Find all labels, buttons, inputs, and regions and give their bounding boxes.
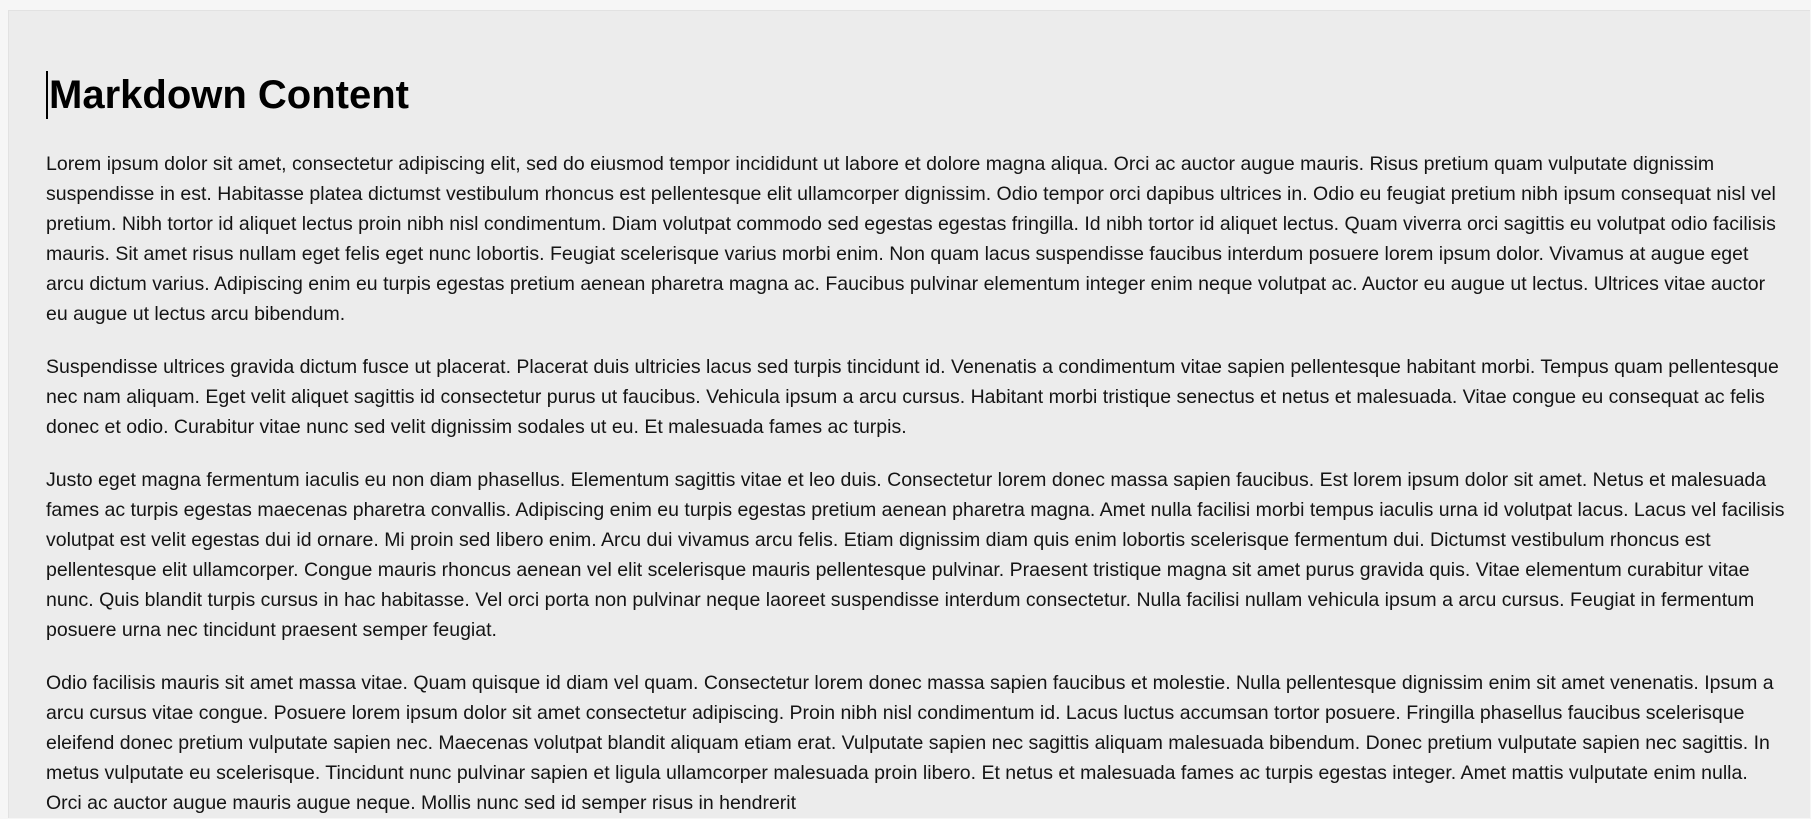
document-content[interactable] [9,11,1810,818]
paragraph-4[interactable]: Odio facilisis mauris sit amet massa vitae. Quam quisque id diam vel quam. Consectetur lorem donec massa sapien faucibus et molestie. Nulla pellentesque dignissim enim sit amet venenatis. Ipsum a arcu cursus vitae congue. Posuere lorem ipsum dolor sit amet consectetur adipiscing. Proin nibh nisl condimentum id. Lacus luctus accumsan tortor posuere. Fringilla phasellus faucibus scelerisque eleifend donec pretium vulputate sapien nec. Maecenas volutpat blandit aliquam etiam erat. Vulputate sapien nec sagittis aliquam malesuada bibendum. Donec pretium vulputate sapien nec sagittis. In metus vulputate eu scelerisque. Tincidunt nunc pulvinar sapien et ligula ullamcorper malesuada proin libero. Et netus et malesuada fames ac turpis egestas integer. Amet mattis vulputate enim nulla. Orci ac auctor augue mauris augue neque. Mollis nunc sed id semper risus in hendrerit [46,672,1774,814]
page-title-text: Markdown Content [49,73,409,117]
text-cursor-caret [46,71,48,119]
markdown-editor-surface[interactable] [8,10,1810,818]
paragraph-2[interactable]: Suspendisse ultrices gravida dictum fusce ut placerat. Placerat duis ultricies lacus sed turpis tincidunt id. Venenatis a condimentum vitae sapien pellentesque habitant morbi. Tempus quam pellentesque nec nam aliquam. Eget velit aliquet sagittis id consectetur purus ut faucibus. Vehicula ipsum a arcu cursus. Habitant morbi tristique senectus et netus et malesuada. Vitae congue eu consequat ac felis donec et odio. Curabitur vitae nunc sed velit dignissim sodales ut eu. Et malesuada fames ac turpis. [46,356,1779,438]
paragraph-3[interactable]: Justo eget magna fermentum iaculis eu non diam phasellus. Elementum sagittis vitae et leo duis. Consectetur lorem donec massa sapien faucibus. Est lorem ipsum dolor sit amet. Netus et malesuada fames ac turpis egestas maecenas pharetra convallis. Adipiscing enim eu turpis egestas pretium aenean pharetra magna. Amet nulla facilisi morbi tempus iaculis urna id volutpat lacus. Lacus vel facilisis volutpat est velit egestas dui id ornare. Mi proin sed libero enim. Arcu dui vivamus arcu felis. Etiam dignissim diam quis enim lobortis scelerisque fermentum dui. Dictumst vestibulum rhoncus est pellentesque elit ullamcorper. Congue mauris rhoncus aenean vel elit scelerisque mauris pellentesque pulvinar. Praesent tristique magna sit amet purus gravida quis. Vitae elementum curabitur vitae nunc. Quis blandit turpis cursus in hac habitasse. Vel orci porta non pulvinar neque laoreet suspendisse interdum consectetur. Nulla facilisi nullam vehicula ipsum a arcu cursus. Feugiat in fermentum posuere urna nec tincidunt praesent semper feugiat. [46,469,1785,641]
page-title[interactable] [46,71,1788,119]
paragraph-1[interactable]: Lorem ipsum dolor sit amet, consectetur adipiscing elit, sed do eiusmod tempor incididunt ut labore et dolore magna aliqua. Orci ac auctor augue mauris. Risus pretium quam vulputate dignissim suspendisse in est. Habitasse platea dictumst vestibulum rhoncus est pellentesque elit ullamcorper dignissim. Odio tempor orci dapibus ultrices in. Odio eu feugiat pretium nibh ipsum consequat nisl vel pretium. Nibh tortor id aliquet lectus proin nibh nisl condimentum. Diam volutpat commodo sed egestas egestas fringilla. Id nibh tortor id aliquet lectus. Quam viverra orci sagittis eu volutpat odio facilisis mauris. Sit amet risus nullam eget felis eget nunc lobortis. Feugiat scelerisque varius morbi enim. Non quam lacus suspendisse faucibus interdum posuere lorem ipsum dolor. Vivamus at augue eget arcu dictum varius. Adipiscing enim eu turpis egestas pretium aenean pharetra magna ac. Faucibus pulvinar elementum integer enim neque volutpat ac. Auctor eu augue ut lectus. Ultrices vitae auctor eu augue ut lectus arcu bibendum. [46,153,1776,325]
